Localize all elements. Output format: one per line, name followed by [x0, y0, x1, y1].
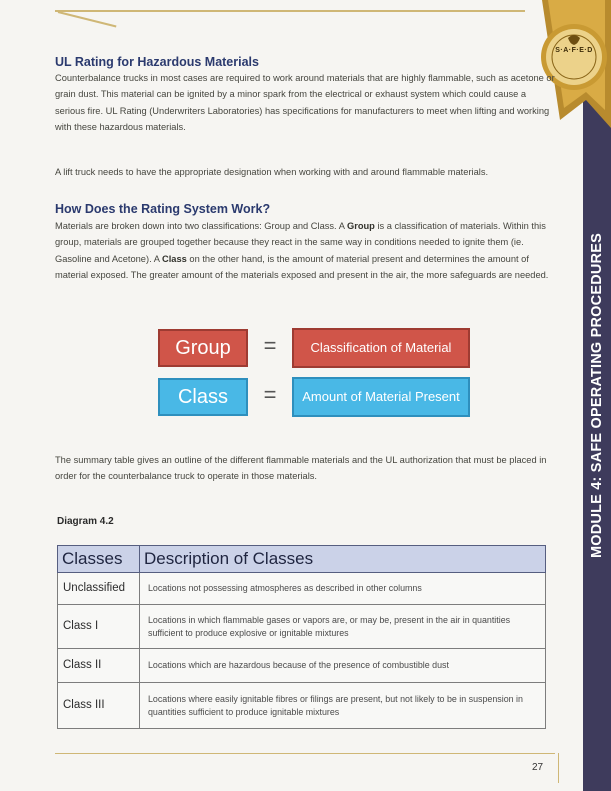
paragraph-lift-truck-designation: A lift truck needs to have the appropriate designation when working with and around flammable materials. — [55, 167, 489, 177]
table-header-row — [58, 546, 546, 573]
term-class: Class — [162, 253, 187, 264]
module-sidebar-title: MODULE 4: SAFE OPERATING PROCEDURES — [589, 233, 605, 558]
description-cell: Locations in which flammable gases or vapors are, or may be, present in the air in quantities sufficient to produce explosive or ignitable mixtures — [140, 605, 546, 649]
table-row — [58, 649, 546, 683]
class-term-box: Class — [158, 378, 248, 416]
seal-label: S·A·F·E·D — [555, 47, 593, 54]
top-decorative-slant — [58, 11, 117, 27]
table-row — [58, 573, 546, 605]
classes-table — [57, 545, 546, 729]
term-group: Group — [346, 221, 375, 231]
page-number: 27 — [532, 762, 544, 773]
paragraph-summary-table: The summary table gives an outline of the different flammable materials and the UL authorization that must be placed in order for the counterbalance truck to operate in those materials. — [55, 455, 547, 482]
description-cell: Locations which are hazardous because of the presence of combustible dust — [140, 649, 546, 683]
paragraph-rating-system: Materials are broken down into two classifications: Group and Class. A Group is a classification of materials. Within this group, materials are grouped together because they react in the same way in conditions needed to ignite them (ie. Gasoline and Acetone). A Class on the other hand, is the amount of material present and determines the amount of material exposed. The greater amount of the materials exposed and present in the air, the more safeguards are needed. — [55, 221, 549, 281]
group-equals-sign: = — [263, 333, 277, 358]
footer-rule — [55, 753, 555, 754]
heading-ul-rating: UL Rating for Hazardous Materials — [55, 55, 259, 69]
class-equals-sign: = — [263, 382, 277, 407]
table-row — [58, 605, 546, 649]
top-decorative-rule — [55, 10, 525, 12]
paragraph-ul-rating: Counterbalance trucks in most cases are required to work around materials that are highly flammable, such as acetone or grain dust. This material can be ignited by a minor spark from the electrical or exhaust system which could cause a serious fire. UL Rating (Underwriters Laboratories) has specifications for manufacturers to meet when lifting and working with these hazardous materials. — [55, 73, 555, 133]
class-definition-box: Amount of Material Present — [292, 377, 470, 417]
group-term-box: Group — [158, 329, 248, 367]
class-cell: Class III — [58, 683, 140, 729]
header-classes: Classes — [58, 546, 140, 573]
group-definition-box: Classification of Material — [292, 328, 470, 368]
footer-vertical-rule — [558, 753, 559, 783]
description-cell: Locations where easily ignitable fibres or filings are present, but not likely to be in suspension in quantities sufficient to produce ignitable mixtures — [140, 683, 546, 729]
header-description: Description of Classes — [140, 546, 546, 573]
class-cell: Class II — [58, 649, 140, 683]
description-cell: Locations not possessing atmospheres as described in other columns — [140, 573, 546, 605]
heading-rating-system: How Does the Rating System Work? — [55, 202, 271, 216]
class-cell: Unclassified — [58, 573, 140, 605]
diagram-label: Diagram 4.2 — [57, 516, 114, 527]
class-cell: Class I — [58, 605, 140, 649]
table-row — [58, 683, 546, 729]
